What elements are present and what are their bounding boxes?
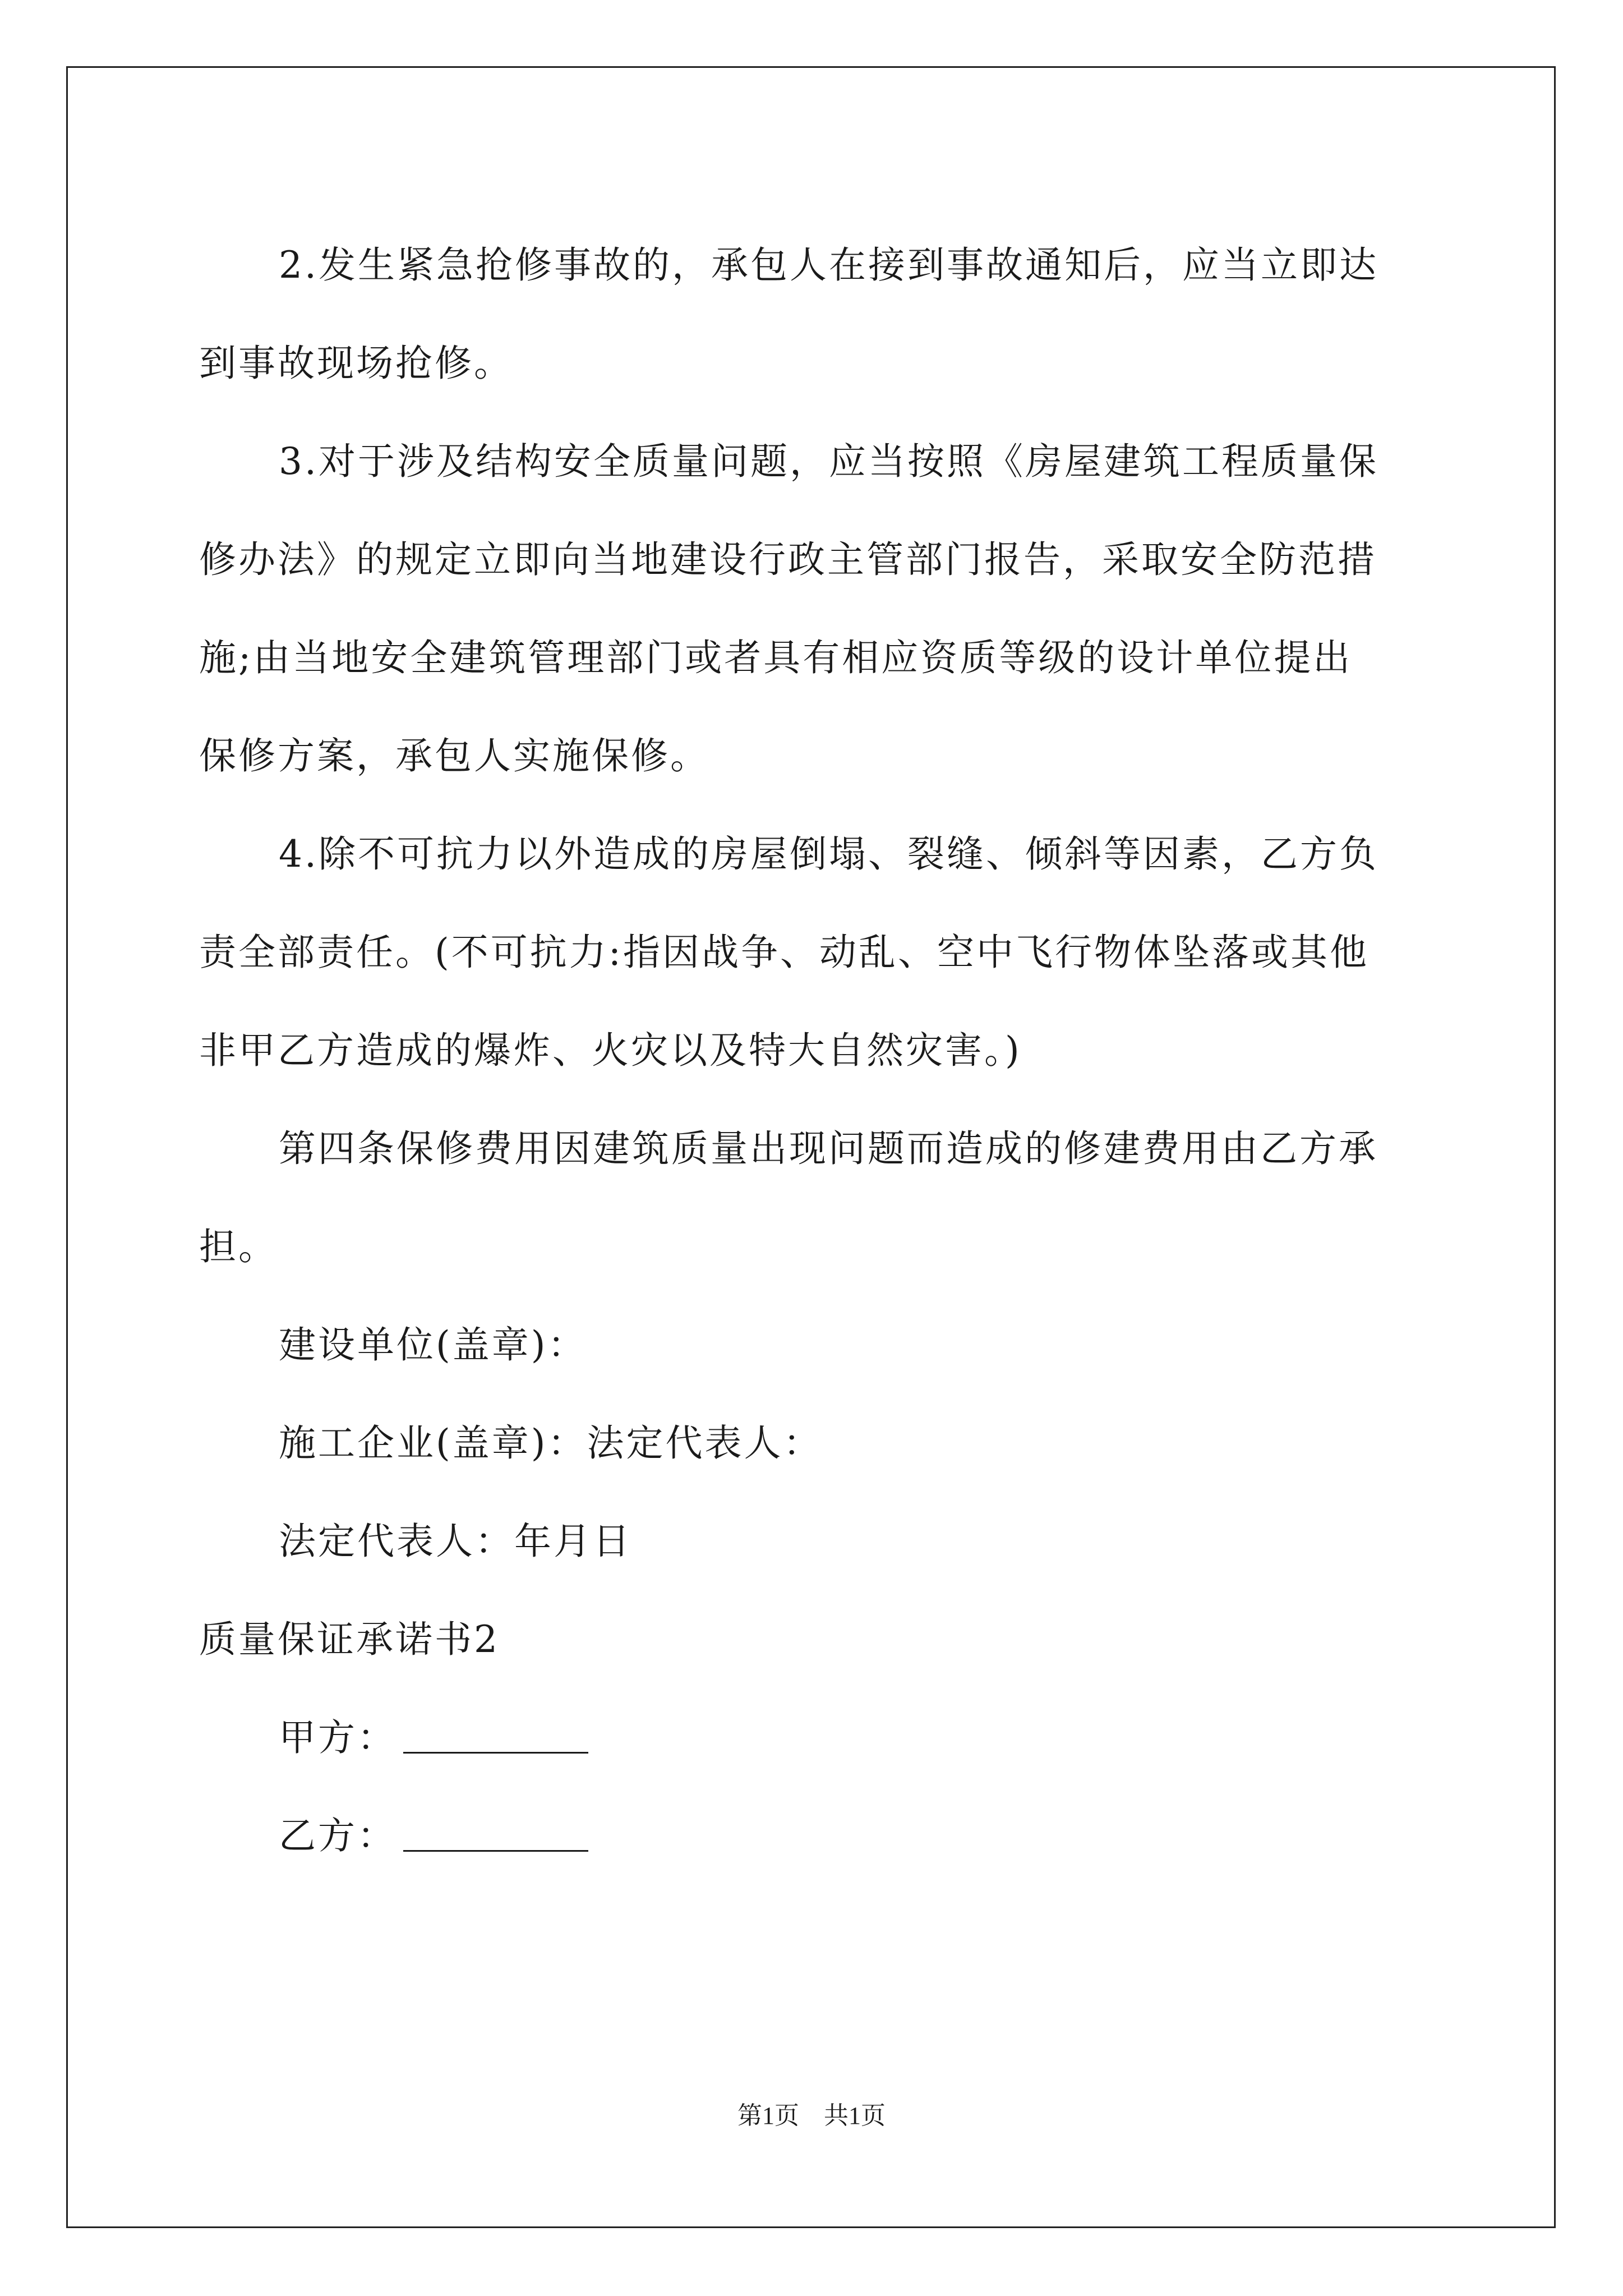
text-line: 责全部责任。(不可抗力:指因战争、动乱、空中飞行物体坠落或其他: [199, 931, 1369, 974]
construction-unit-seal-line: [199, 1296, 1422, 1394]
text-line: 建设单位(盖章)：: [279, 1323, 587, 1366]
text-line: 担。: [199, 1225, 278, 1268]
text-line: 施;由当地安全建筑管理部门或者具有相应资质等级的设计单位提出: [199, 636, 1353, 679]
text-line: 3.对于涉及结构安全质量问题，应当按照《房屋建筑工程质量保: [279, 440, 1378, 483]
party-b-blank: [403, 1816, 588, 1852]
text-line: 到事故现场抢修。: [199, 342, 513, 385]
text-line: 第四条保修费用因建筑质量出现问题而造成的修建费用由乙方承: [279, 1127, 1378, 1170]
text-line: 法定代表人：年月日: [279, 1520, 632, 1563]
party-a-line: [199, 1688, 1422, 1787]
text-line: 保修方案，承包人实施保修。: [199, 734, 709, 777]
text-line: 施工企业(盖章)：法定代表人：: [279, 1421, 823, 1465]
party-b-label: 乙方：: [279, 1814, 396, 1857]
contractor-seal-line: [199, 1394, 1422, 1492]
legal-rep-date-line: [199, 1492, 1422, 1590]
paragraph-urgent-repair: [199, 216, 1422, 412]
text-line: 非甲乙方造成的爆炸、火灾以及特大自然灾害。): [199, 1029, 1022, 1072]
page-footer: 第1页 共1页: [737, 2102, 886, 2129]
paragraph-structural-safety: [199, 412, 1422, 805]
paragraph-force-majeure: [199, 805, 1422, 1099]
text-line: 修办法》的规定立即向当地建设行政主管部门报告，采取安全防范措: [199, 538, 1377, 581]
section-heading: 质量保证承诺书2: [199, 1618, 500, 1661]
paragraph-article-four: [199, 1099, 1422, 1296]
text-line: 4.除不可抗力以外造成的房屋倒塌、裂缝、倾斜等因素，乙方负: [279, 832, 1378, 876]
document-body: [199, 216, 1422, 1885]
party-b-line: [199, 1787, 1422, 1885]
text-line: 2.发生紧急抢修事故的，承包人在接到事故通知后，应当立即达: [279, 243, 1378, 287]
party-a-blank: [403, 1718, 588, 1754]
party-a-label: 甲方：: [279, 1716, 396, 1759]
